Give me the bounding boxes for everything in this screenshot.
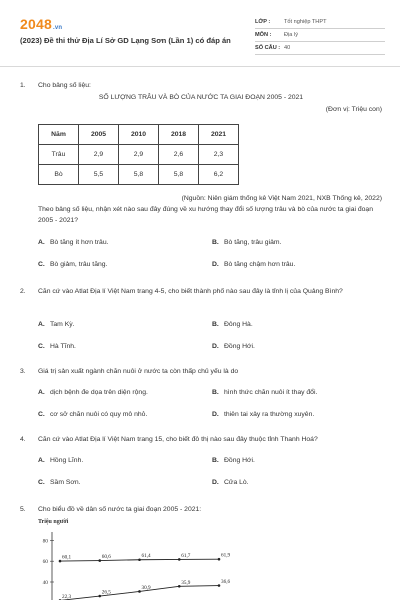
option-letter: C. — [38, 411, 45, 418]
option-c[interactable] — [38, 478, 81, 487]
question-text: Cho biểu đồ về dân số nước ta giai đoạn 2005 - 2021: — [38, 506, 202, 513]
data-label: 35,9 — [181, 579, 191, 586]
option-letter: B. — [212, 457, 219, 464]
question-intro: Cho bảng số liệu: — [38, 82, 91, 89]
question-1 — [20, 80, 382, 280]
y-axis-label: Triệu người — [38, 519, 69, 525]
table-cell: 2,3 — [199, 145, 239, 165]
data-label: 60,1 — [62, 554, 72, 561]
option-letter: A. — [38, 389, 45, 396]
table-header-cell: Năm — [39, 125, 79, 145]
table-cell: 5,5 — [79, 165, 119, 185]
table-cell: 2,6 — [159, 145, 199, 165]
option-text: hình thức chăn nuôi ít thay đổi. — [224, 389, 318, 396]
table-header-cell: 2018 — [159, 125, 199, 145]
option-d[interactable] — [212, 342, 255, 351]
data-label: 26,5 — [101, 589, 111, 596]
option-c[interactable] — [38, 342, 76, 351]
page-header — [0, 0, 400, 66]
option-text: thiên tai xảy ra thường xuyên. — [224, 411, 315, 418]
data-label: 30,9 — [141, 584, 151, 591]
series-line — [60, 586, 219, 600]
option-letter: B. — [212, 321, 219, 328]
option-letter: D. — [212, 343, 219, 350]
meta-value: Địa lý — [284, 32, 298, 38]
option-letter: A. — [38, 457, 45, 464]
table-unit: (Đơn vị: Triệu con) — [325, 106, 382, 113]
option-text: Sầm Sơn. — [50, 479, 81, 486]
option-text: Đồng Hới. — [224, 343, 255, 350]
question-text: Căn cứ vào Atlat Địa lí Việt Nam trang 4-5, cho biết thành phố nào sau đây là tỉnh lị của Quảng Bình? — [38, 288, 343, 295]
table-row — [39, 145, 239, 165]
meta-value: 40 — [284, 45, 291, 51]
data-point — [138, 590, 141, 593]
option-text: Bò tăng chậm hơn trâu. — [224, 261, 296, 268]
table-cell: 5,8 — [159, 165, 199, 185]
option-letter: D. — [212, 261, 219, 268]
table-cell: 2,9 — [119, 145, 159, 165]
option-c[interactable] — [38, 260, 107, 269]
table-source: (Nguồn: Niên giám thống kê Việt Nam 2021, NXB Thống kê, 2022) — [181, 195, 382, 202]
option-b[interactable] — [212, 320, 253, 329]
data-point — [138, 558, 141, 561]
question-3 — [20, 366, 382, 426]
question-number: 4. — [20, 436, 26, 443]
option-text: Đông Hà. — [224, 321, 253, 328]
table-row — [39, 165, 239, 185]
option-a[interactable] — [38, 456, 83, 465]
data-label: 61,4 — [141, 553, 151, 560]
question-number: 3. — [20, 368, 26, 375]
option-a[interactable] — [38, 388, 148, 397]
option-text: Bò giảm, trâu tăng. — [50, 261, 108, 268]
option-b[interactable] — [212, 456, 255, 465]
data-label: 36,6 — [221, 579, 231, 586]
data-point — [218, 558, 221, 561]
y-tick-label: 80 — [42, 538, 48, 545]
question-4 — [20, 434, 382, 494]
option-c[interactable] — [38, 410, 147, 419]
data-point — [59, 560, 62, 563]
option-letter: B. — [212, 389, 219, 396]
option-letter: D. — [212, 411, 219, 418]
table-header-cell: 2010 — [119, 125, 159, 145]
option-a[interactable] — [38, 238, 109, 247]
question-text: Theo bảng số liệu, nhận xét nào sau đây đúng về xu hướng thay đổi số lượng trâu và bò của nước ta giai đoạn 2005 - 2021? — [38, 206, 373, 224]
site-logo[interactable] — [20, 16, 62, 32]
option-d[interactable] — [212, 410, 314, 419]
exam-meta-table — [255, 16, 385, 55]
question-number: 1. — [20, 82, 26, 89]
meta-label: MÔN : — [255, 32, 272, 38]
option-d[interactable] — [212, 260, 295, 269]
option-d[interactable] — [212, 478, 249, 487]
option-letter: A. — [38, 321, 45, 328]
option-text: Hồng Lĩnh. — [50, 457, 84, 464]
data-point — [178, 558, 181, 561]
header-divider — [0, 66, 400, 67]
question-text: Giá trị sản xuất ngành chăn nuôi ở nước ta còn thấp chủ yếu là do — [38, 368, 239, 375]
table-header-row — [39, 125, 239, 145]
meta-row-class — [255, 16, 385, 29]
data-point — [178, 585, 181, 588]
data-point — [98, 559, 101, 562]
option-letter: D. — [212, 479, 219, 486]
data-point — [98, 595, 101, 598]
option-b[interactable] — [212, 388, 317, 397]
option-text: Bò tăng ít hơn trâu. — [50, 239, 109, 246]
option-letter: B. — [212, 239, 219, 246]
option-letter: A. — [38, 239, 45, 246]
data-table — [38, 124, 239, 185]
data-label: 60,6 — [101, 554, 111, 561]
question-2 — [20, 286, 382, 356]
meta-row-count — [255, 42, 385, 55]
table-header-cell: 2021 — [199, 125, 239, 145]
option-text: dịch bệnh đe dọa trên diện rộng. — [50, 389, 148, 396]
table-cell: 2,9 — [79, 145, 119, 165]
population-chart — [34, 516, 234, 600]
table-cell: 5,8 — [119, 165, 159, 185]
data-label: 61,9 — [221, 552, 231, 559]
option-text: Tam Kỳ. — [50, 321, 75, 328]
logo-suffix: .vn — [52, 25, 63, 31]
option-b[interactable] — [212, 238, 281, 247]
data-label: 61,7 — [181, 552, 191, 559]
meta-value: Tốt nghiệp THPT — [284, 19, 327, 25]
logo-text: 2048 — [20, 16, 52, 32]
meta-row-subject — [255, 29, 385, 42]
question-number: 2. — [20, 288, 26, 295]
option-letter: C. — [38, 343, 45, 350]
data-label: 22,3 — [62, 593, 72, 600]
y-tick-label: 40 — [42, 580, 48, 586]
option-text: Đồng Hới. — [224, 457, 255, 464]
document-title: (2023) Đề thi thử Địa Lí Sở GD Lạng Sơn (Lần 1) có đáp án — [20, 36, 231, 45]
y-tick-label: 60 — [42, 559, 48, 566]
table-cell: 6,2 — [199, 165, 239, 185]
table-header-cell: 2005 — [79, 125, 119, 145]
question-number: 5. — [20, 506, 26, 513]
option-letter: C. — [38, 479, 45, 486]
option-text: Bò tăng, trâu giảm. — [224, 239, 282, 246]
option-letter: C. — [38, 261, 45, 268]
meta-label: LỚP : — [255, 19, 271, 25]
data-point — [218, 584, 221, 587]
question-text: Căn cứ vào Atlat Địa lí Việt Nam trang 15, cho biết đô thị nào sau đây thuộc tỉnh Thanh Hoá? — [38, 436, 318, 443]
table-title: SỐ LƯỢNG TRÂU VÀ BÒ CỦA NƯỚC TA GIAI ĐOẠN 2005 - 2021 — [98, 94, 304, 101]
option-text: Cửa Lò. — [224, 479, 249, 486]
option-a[interactable] — [38, 320, 75, 329]
option-text: cơ sở chăn nuôi có quy mô nhỏ. — [50, 411, 148, 418]
meta-label: SỐ CÂU : — [255, 45, 281, 51]
table-cell: Trâu — [39, 145, 79, 165]
option-text: Hà Tĩnh. — [50, 343, 76, 350]
table-cell: Bò — [39, 165, 79, 185]
